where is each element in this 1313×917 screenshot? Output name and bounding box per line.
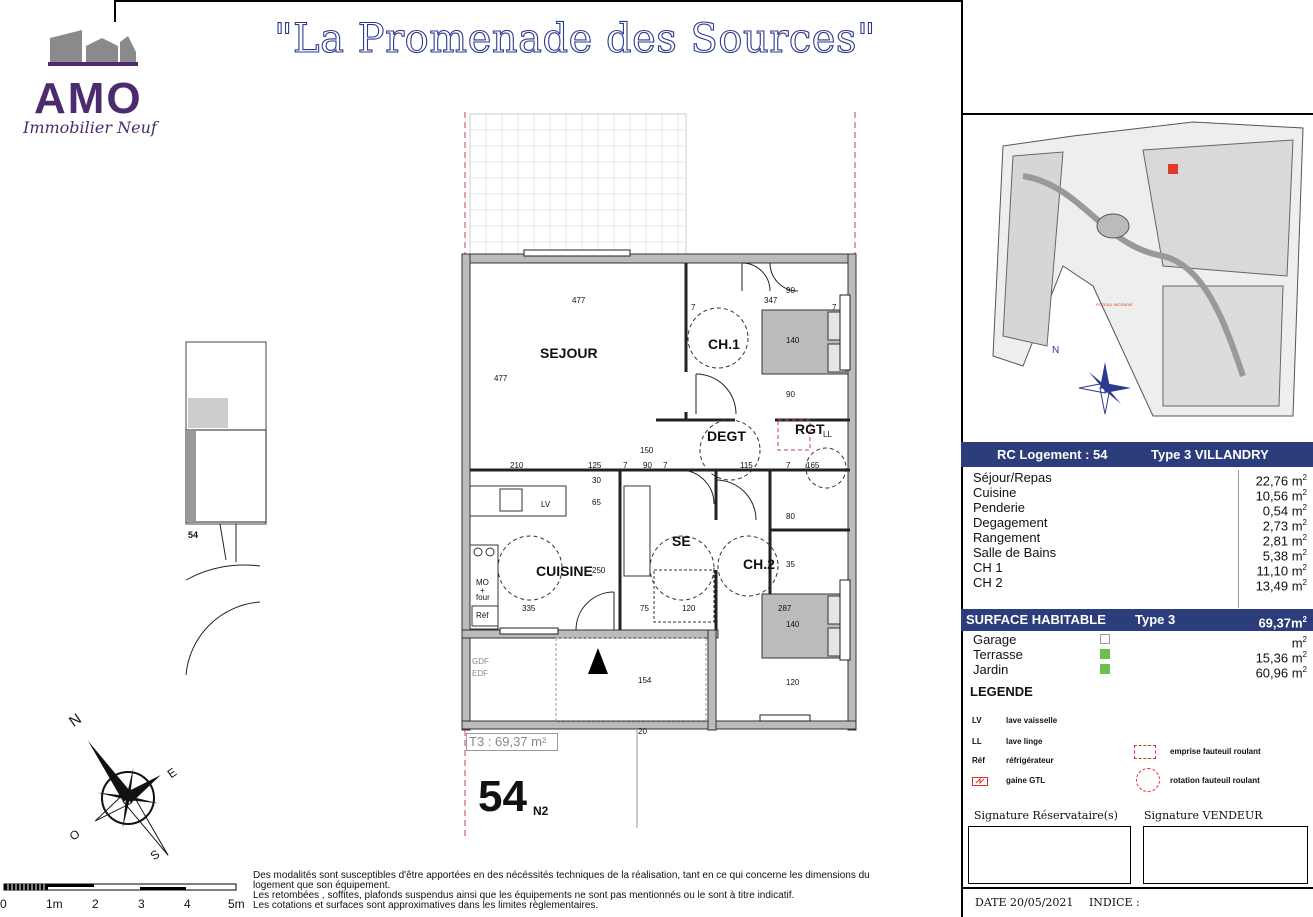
row-name: Degagement: [973, 515, 1048, 530]
entrance-arrow-icon: [588, 648, 608, 674]
room-label: CH.1: [708, 336, 740, 352]
logo-tagline: Immobilier Neuf: [23, 118, 157, 137]
dimension-label: 120: [786, 678, 800, 687]
row-unit-sup: 2: [1302, 635, 1307, 644]
scale-mark: 1m: [46, 897, 63, 911]
row-name: Jardin: [973, 662, 1009, 677]
fauteuil-rotation-icon: [1136, 768, 1160, 792]
dimension-label: 7: [663, 461, 668, 470]
dimension-label: 30: [592, 476, 601, 485]
legend-label: lave vaisselle: [1006, 716, 1058, 725]
lot-level: N2: [533, 804, 549, 818]
surface-row: [973, 560, 1309, 579]
mini-key-plan: [186, 342, 266, 675]
dimension-label: 150: [640, 446, 654, 455]
dimension-label: 250: [592, 566, 606, 575]
dimension-label: 65: [592, 498, 601, 507]
dimension-label: 20: [638, 727, 647, 736]
surface-row: [973, 545, 1309, 564]
surface-type: Type 3: [1135, 612, 1176, 627]
scale-mark: 4: [184, 897, 191, 911]
scale-bar: [4, 884, 236, 890]
row-value: 2,73 m: [1262, 518, 1303, 534]
surface-sup: 2: [1302, 615, 1307, 624]
signature-reservataire-label: Signature Réservataire(s): [974, 809, 1118, 822]
site-plan-north: N: [1052, 345, 1060, 356]
row-value: 10,56 m: [1255, 488, 1303, 504]
dimension-label: 90: [786, 286, 795, 295]
row-value: 60,96 m: [1255, 665, 1303, 681]
row-name: Cuisine: [973, 485, 1017, 500]
compass-south: S: [147, 846, 163, 864]
row-name: CH 1: [973, 560, 1003, 575]
dimension-label: 335: [522, 604, 536, 613]
row-name: Rangement: [973, 530, 1041, 545]
site-plan-label: POTEAU INCENDIE: [1096, 302, 1133, 307]
dimension-label: 477: [494, 374, 508, 383]
logo-name: AMO: [34, 74, 143, 123]
dimension-label: 210: [510, 461, 524, 470]
scale-mark: 5m: [228, 897, 245, 911]
surface-habitable-header: [961, 609, 1313, 631]
row-unit-sup: 2: [1302, 533, 1307, 542]
legend-label: rotation fauteuil roulant: [1170, 776, 1260, 785]
dimension-label: 7: [832, 303, 837, 312]
row-name: CH 2: [973, 575, 1003, 590]
annex-row: [973, 662, 1309, 681]
table-column-divider: [1238, 470, 1239, 608]
dimension-label: 75: [640, 604, 649, 613]
dimension-label: 140: [786, 620, 800, 629]
legend-label: lave linge: [1006, 737, 1043, 746]
room-label: SEJOUR: [540, 345, 598, 361]
row-unit-sup: 2: [1302, 578, 1307, 587]
row-name: Salle de Bains: [973, 545, 1057, 560]
panel-divider: [963, 113, 1313, 115]
compass-west: O: [66, 826, 83, 844]
footnote-line: Les cotations et surfaces sont approximatives dans les limites règlementaires.: [253, 900, 599, 911]
compass-rose-icon: [55, 718, 201, 879]
footnote-line: Des modalités sont susceptibles d'être apportées en des nécéssités techniques de la réalisation, tant en ce qui concerne les dimensions du: [253, 870, 870, 881]
row-value: m: [1291, 635, 1303, 651]
footnote-line: logement que son équipement.: [253, 880, 391, 891]
room-label: DEGT: [707, 428, 746, 444]
dimension-label: 347: [764, 296, 778, 305]
annex-checkbox: [1100, 649, 1110, 659]
fixture-label: EDF: [472, 669, 488, 678]
surface-row: [973, 515, 1309, 534]
scale-mark: 2: [92, 897, 99, 911]
fauteuil-emprise-icon: [1134, 745, 1156, 759]
surface-row: [973, 530, 1309, 549]
footnote-line: Les retombées , soffites, plafonds suspendus ainsi que les équipements ne sont pas mentionnés ou le sont à titre indicatif.: [253, 890, 795, 901]
annex-row: [973, 632, 1309, 651]
legend-label: emprise fauteuil roulant: [1170, 747, 1261, 756]
fixture-label: GDF: [472, 657, 489, 666]
logement-header: [961, 442, 1313, 467]
dimension-label: 125: [588, 461, 602, 470]
legend-code: LL: [972, 737, 982, 746]
panel-divider: [963, 887, 1313, 889]
surface-label: SURFACE HABITABLE: [966, 612, 1106, 627]
fixture-label: LL: [823, 430, 832, 439]
row-unit-sup: 2: [1302, 650, 1307, 659]
surface-row: [973, 485, 1309, 504]
dimension-label: 7: [691, 303, 696, 312]
row-unit-sup: 2: [1302, 548, 1307, 557]
surface-value: 69,37m: [1258, 615, 1303, 631]
fixture-label: LV: [541, 500, 551, 509]
dimension-label: 7: [623, 461, 628, 470]
row-unit-sup: 2: [1302, 518, 1307, 527]
row-value: 2,81 m: [1262, 533, 1303, 549]
fixture-label: four: [476, 593, 490, 602]
surface-row: [973, 500, 1309, 519]
logement-id: RC Logement : 54: [997, 447, 1108, 462]
row-name: Penderie: [973, 500, 1026, 515]
scale-mark: 3: [138, 897, 145, 911]
site-north-arrow-icon: [1079, 362, 1131, 414]
dimension-label: 154: [638, 676, 652, 685]
annex-checkbox: [1100, 664, 1110, 674]
compass-east: E: [164, 764, 180, 782]
dimension-label: 80: [786, 512, 795, 521]
dimension-label: 7: [786, 461, 791, 470]
fixture-label: Réf: [476, 611, 489, 620]
surface-row: [973, 470, 1309, 489]
row-value: 13,49 m: [1255, 578, 1303, 594]
indice-label: INDICE :: [1088, 896, 1140, 909]
fixture-label: MO: [476, 578, 489, 587]
room-label: RGT: [795, 421, 825, 437]
room-label: CUISINE: [536, 563, 593, 579]
dimension-label: 140: [786, 336, 800, 345]
room-label: SE: [672, 533, 691, 549]
dimension-label: 35: [786, 560, 795, 569]
compass-north: N: [66, 710, 85, 731]
page-title: "La Promenade des Sources": [274, 16, 876, 62]
row-value: 0,54 m: [1262, 503, 1303, 519]
dimension-label: 477: [572, 296, 586, 305]
signature-vendeur-label: Signature VENDEUR: [1144, 809, 1263, 822]
gtl-symbol-icon: [972, 777, 988, 787]
dimension-label: 120: [682, 604, 696, 613]
dimension-label: 90: [786, 390, 795, 399]
dimension-label: 90: [643, 461, 652, 470]
type-surface-box: T3 : 69,37 m²: [466, 733, 558, 751]
logement-type: Type 3 VILLANDRY: [1151, 447, 1269, 462]
legend-label: gaine GTL: [1006, 776, 1046, 785]
row-value: 22,76 m: [1255, 473, 1303, 489]
fixture-label: +: [480, 586, 485, 595]
signature-reservataire-box[interactable]: [968, 826, 1131, 884]
footer-row: [975, 896, 1140, 909]
row-unit-sup: 2: [1302, 488, 1307, 497]
row-name: Séjour/Repas: [973, 470, 1052, 485]
beds: [762, 310, 848, 658]
date-label: DATE 20/05/2021: [975, 896, 1074, 909]
surface-row: [973, 575, 1309, 594]
row-name: Terrasse: [973, 647, 1023, 662]
row-value: 15,36 m: [1255, 650, 1303, 666]
row-unit-sup: 2: [1302, 563, 1307, 572]
room-label: CH.2: [743, 556, 775, 572]
row-unit-sup: 2: [1302, 665, 1307, 674]
signature-vendeur-box[interactable]: [1143, 826, 1308, 884]
site-plan-map: [963, 116, 1313, 442]
mini-plan-label: 54: [188, 530, 199, 540]
row-unit-sup: 2: [1302, 473, 1307, 482]
row-name: Garage: [973, 632, 1017, 647]
legend-label: réfrigérateur: [1006, 756, 1054, 765]
garden-area: [465, 112, 855, 254]
scale-mark: 0: [0, 897, 7, 911]
annex-row: [973, 647, 1309, 666]
dimension-label: 287: [778, 604, 792, 613]
legend-code: LV: [972, 716, 982, 725]
lot-number: 54: [478, 772, 527, 821]
annex-checkbox: [1100, 634, 1110, 644]
dimension-label: 165: [806, 461, 820, 470]
legend-code: Réf: [972, 756, 985, 765]
disclaimer-footnote: [253, 871, 953, 911]
row-value: 11,10 m: [1256, 563, 1303, 579]
row-unit-sup: 2: [1302, 503, 1307, 512]
dimension-label: 115: [740, 461, 753, 470]
row-value: 5,38 m: [1262, 548, 1303, 564]
legend-title: LEGENDE: [970, 684, 1033, 699]
